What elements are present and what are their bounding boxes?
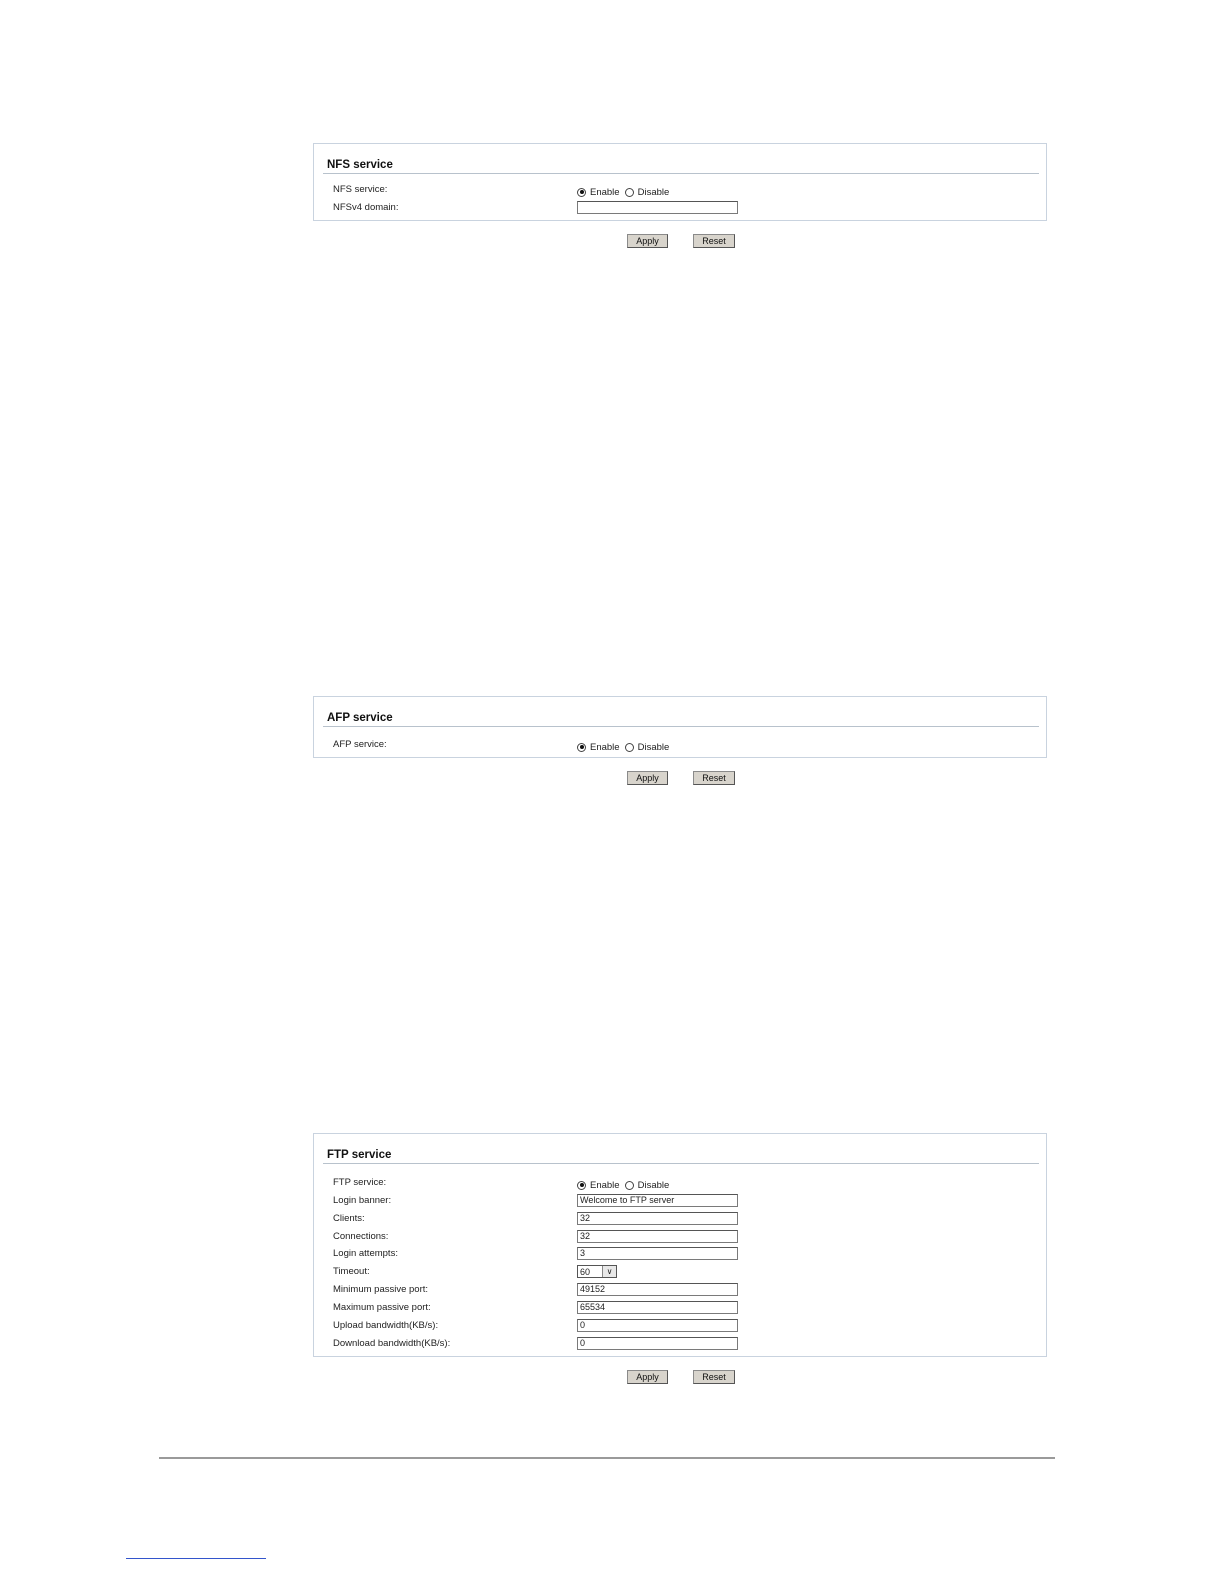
footer-divider	[159, 1457, 1055, 1459]
ftp-max-passive-port-row	[314, 1300, 1046, 1318]
afp-service-panel	[313, 696, 1047, 758]
afp-disable-radio[interactable]	[625, 743, 634, 752]
radio-selected-dot	[580, 1183, 584, 1187]
nfs-service-panel	[313, 143, 1047, 221]
ftp-connections-label: Connections:	[333, 1231, 389, 1242]
ftp-connections-input[interactable]: 32	[577, 1230, 738, 1243]
ftp-service-panel	[313, 1133, 1047, 1357]
nfs-service-radio-group	[577, 183, 674, 201]
ftp-disable-radio[interactable]	[625, 1181, 634, 1190]
ftp-disable-label: Disable	[637, 1179, 670, 1191]
ftp-clients-label: Clients:	[333, 1213, 365, 1224]
afp-apply-button[interactable]: Apply	[627, 771, 668, 785]
afp-panel-divider	[323, 726, 1039, 727]
nfs-enable-label: Enable	[590, 186, 620, 198]
ftp-connections-row	[314, 1229, 1046, 1247]
ftp-upload-bandwidth-row	[314, 1318, 1046, 1336]
ftp-service-radio-group	[577, 1176, 674, 1194]
ftp-clients-input[interactable]: 32	[577, 1212, 738, 1225]
afp-service-row	[314, 737, 1046, 755]
ftp-max-passive-port-input[interactable]: 65534	[577, 1301, 738, 1314]
ftp-enable-radio[interactable]	[577, 1181, 586, 1190]
afp-enable-radio[interactable]	[577, 743, 586, 752]
ftp-min-passive-port-input[interactable]: 49152	[577, 1283, 738, 1296]
ftp-apply-button[interactable]: Apply	[627, 1370, 668, 1384]
ftp-login-attempts-input[interactable]: 3	[577, 1247, 738, 1260]
afp-panel-title: AFP service	[327, 712, 393, 724]
afp-service-radio-group	[577, 738, 674, 756]
ftp-download-bandwidth-input[interactable]: 0	[577, 1337, 738, 1350]
ftp-enable-label: Enable	[590, 1179, 620, 1191]
ftp-timeout-select[interactable]	[577, 1265, 617, 1278]
ftp-clients-row	[314, 1211, 1046, 1229]
nfs-domain-row	[314, 200, 1046, 218]
ftp-panel-divider	[323, 1163, 1039, 1164]
ftp-login-banner-input[interactable]: Welcome to FTP server	[577, 1194, 738, 1207]
ftp-service-row	[314, 1175, 1046, 1193]
radio-selected-dot	[580, 745, 584, 749]
afp-enable-label: Enable	[590, 741, 620, 753]
nfs-panel-title: NFS service	[327, 159, 393, 171]
ftp-timeout-label: Timeout:	[333, 1266, 370, 1277]
ftp-download-bandwidth-row	[314, 1336, 1046, 1354]
ftp-login-attempts-row	[314, 1246, 1046, 1264]
nfs-disable-label: Disable	[637, 186, 670, 198]
ftp-timeout-row	[314, 1264, 1046, 1282]
ftp-service-label: FTP service:	[333, 1177, 387, 1188]
ftp-min-passive-port-row	[314, 1282, 1046, 1300]
ftp-reset-button[interactable]: Reset	[693, 1370, 735, 1384]
ftp-upload-bandwidth-label: Upload bandwidth(KB/s):	[333, 1320, 439, 1331]
footer-link-underline	[126, 1558, 266, 1559]
radio-selected-dot	[580, 190, 584, 194]
nfs-service-label: NFS service:	[333, 184, 388, 195]
nfs-panel-divider	[323, 173, 1039, 174]
afp-service-label: AFP service:	[333, 739, 387, 750]
chevron-down-icon[interactable]: ∨	[602, 1266, 616, 1277]
ftp-login-attempts-label: Login attempts:	[333, 1248, 398, 1259]
ftp-upload-bandwidth-input[interactable]: 0	[577, 1319, 738, 1332]
nfs-domain-label: NFSv4 domain:	[333, 202, 399, 213]
ftp-login-banner-row	[314, 1193, 1046, 1211]
nfs-disable-radio[interactable]	[625, 188, 634, 197]
ftp-max-passive-port-label: Maximum passive port:	[333, 1302, 431, 1313]
afp-disable-label: Disable	[637, 741, 670, 753]
ftp-timeout-value: 60	[580, 1266, 591, 1277]
ftp-download-bandwidth-label: Download bandwidth(KB/s):	[333, 1338, 451, 1349]
ftp-login-banner-label: Login banner:	[333, 1195, 392, 1206]
nfs-reset-button[interactable]: Reset	[693, 234, 735, 248]
nfs-service-row	[314, 182, 1046, 200]
afp-reset-button[interactable]: Reset	[693, 771, 735, 785]
nfs-enable-radio[interactable]	[577, 188, 586, 197]
nfs-apply-button[interactable]: Apply	[627, 234, 668, 248]
ftp-min-passive-port-label: Minimum passive port:	[333, 1284, 429, 1295]
ftp-panel-title: FTP service	[327, 1149, 392, 1161]
nfs-domain-input[interactable]	[577, 201, 738, 214]
